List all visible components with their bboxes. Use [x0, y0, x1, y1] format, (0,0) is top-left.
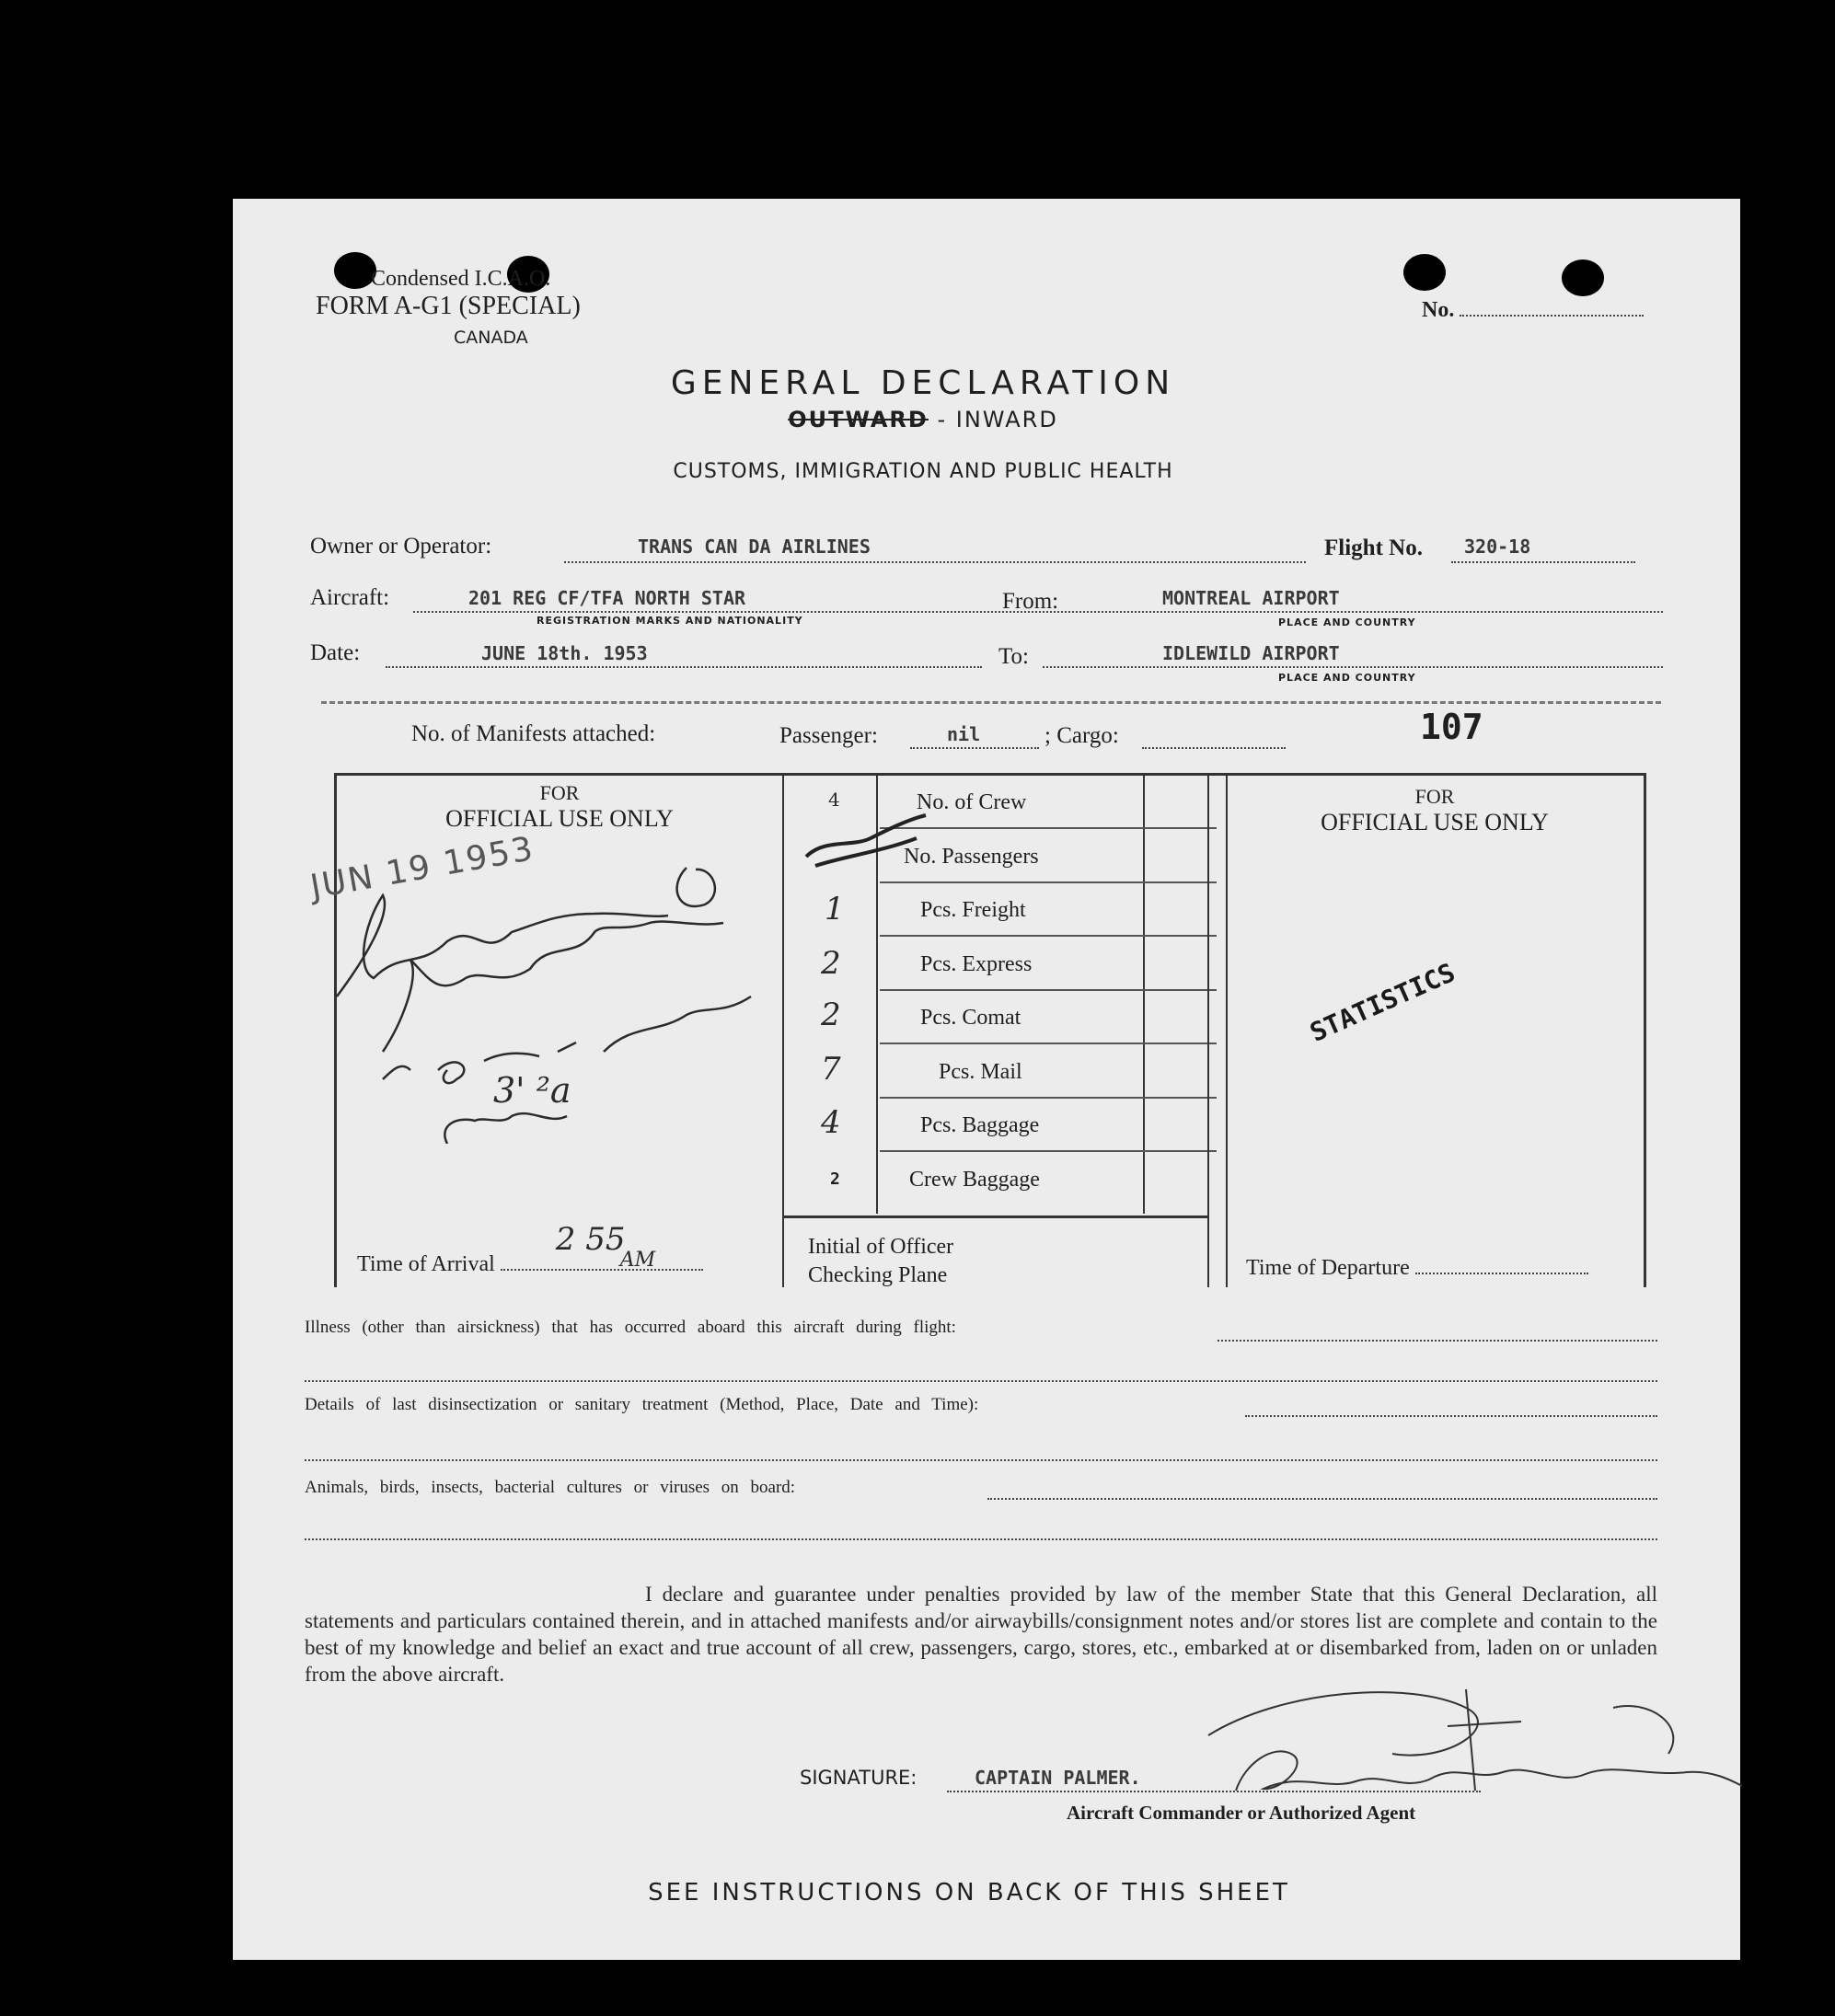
from-label: From:: [1002, 589, 1059, 614]
date-stamp: JUN 19 1953: [307, 829, 537, 907]
aircraft-caption: REGISTRATION MARKS AND NATIONALITY: [537, 615, 803, 627]
count-row: [784, 891, 1226, 949]
count-label: Pcs. Baggage: [920, 1113, 1040, 1137]
illness-field[interactable]: [1218, 1321, 1657, 1342]
to-caption: PLACE AND COUNTRY: [1278, 672, 1416, 684]
official-left-panel: [307, 776, 782, 1287]
animals-row: [305, 1478, 795, 1498]
cargo-number: 107: [1420, 707, 1483, 747]
to-value: IDLEWILD AIRPORT: [1162, 642, 1340, 664]
outward-struck: OUTWARD: [788, 407, 929, 432]
date-field[interactable]: [386, 642, 982, 668]
illness-field-2[interactable]: [305, 1364, 1657, 1382]
count-label: No. Passengers: [904, 844, 1039, 869]
count-value: 2: [821, 996, 841, 1033]
officer-box: [784, 1215, 1207, 1290]
form-no: [1422, 296, 1661, 323]
official-right-panel: [1228, 776, 1642, 1287]
count-row: [784, 1104, 1226, 1164]
disinsect-label: Details of last disinsectization or sanitary treatment (Method, Place, Date and Time):: [305, 1395, 979, 1414]
count-value: 4: [828, 789, 840, 811]
from-value: MONTREAL AIRPORT: [1162, 587, 1340, 609]
count-row: [784, 996, 1226, 1056]
flight-value: 320-18: [1464, 536, 1531, 558]
count-row: [784, 1050, 1226, 1111]
title-direction: [463, 407, 1383, 432]
officer-line-2: Checking Plane: [808, 1263, 948, 1287]
cargo-field[interactable]: [1142, 723, 1286, 749]
footer-instructions: SEE INSTRUCTIONS ON BACK OF THIS SHEET: [648, 1879, 1290, 1907]
handwritten-signature: [1171, 1671, 1751, 1809]
illness-label: Illness (other than airsickness) that has occurred aboard this aircraft during flight:: [305, 1318, 956, 1337]
arrival-row: [357, 1221, 762, 1277]
count-entry-line[interactable]: [880, 935, 1217, 937]
official-table: [307, 773, 1646, 1287]
count-label: Pcs. Freight: [920, 898, 1026, 922]
count-label: No. of Crew: [917, 790, 1027, 814]
count-row: [784, 1164, 1226, 1218]
from-caption: PLACE AND COUNTRY: [1278, 616, 1416, 628]
arrival-ampm: AM: [619, 1249, 656, 1272]
count-row: [784, 944, 1226, 1003]
aircraft-label: Aircraft:: [310, 585, 390, 610]
official-right-title: OFFICIAL USE ONLY: [1321, 809, 1549, 835]
flight-label: Flight No.: [1324, 536, 1423, 560]
inward-label: - INWARD: [937, 407, 1058, 432]
page-title: GENERAL DECLARATION: [670, 364, 1176, 402]
count-label: Crew Baggage: [909, 1167, 1040, 1192]
date-value: JUNE 18th. 1953: [481, 642, 648, 664]
punch-hole: [1403, 254, 1446, 291]
handwritten-3: 3' ²a: [493, 1070, 571, 1111]
passenger-label: Passenger:: [779, 723, 878, 748]
count-value: 7: [821, 1050, 841, 1088]
count-entry-line[interactable]: [880, 1043, 1217, 1044]
form-line-3: CANADA: [454, 328, 528, 348]
signature-row: [800, 1767, 917, 1790]
passenger-value: nil: [947, 723, 981, 745]
count-value: 2: [830, 1169, 840, 1189]
departure-field[interactable]: [1415, 1254, 1588, 1274]
count-value: 4: [821, 1104, 841, 1141]
owner-label: Owner or Operator:: [310, 534, 492, 559]
arrival-label: Time of Arrival: [357, 1252, 495, 1276]
disinsect-field-2[interactable]: [305, 1443, 1657, 1461]
aircraft-field[interactable]: [413, 587, 1089, 613]
no-label: No.: [1422, 298, 1455, 322]
owner-row: [310, 534, 491, 559]
signature-value: CAPTAIN PALMER.: [975, 1767, 1141, 1789]
animals-label: Animals, birds, insects, bacterial cultures or viruses on board:: [305, 1478, 796, 1497]
count-entry-line[interactable]: [880, 989, 1217, 991]
form-sheet: [233, 199, 1740, 1960]
declaration-text: I declare and guarantee under penalties provided by law of the member State that this General Declaration, all statements and particulars contained therein, and in attached manifests and/or airwaybills/consignment notes and/or stores list are complete and contain to the best of my knowledge and belief an exact and true account of all crew, passengers, cargo, stores, etc., embarked at or disembarked from, laden on or unladen from the above aircraft.: [305, 1583, 1657, 1686]
manifests-label: No. of Manifests attached:: [411, 721, 656, 746]
officer-line-1: Initial of Officer: [808, 1235, 954, 1259]
separator: [321, 701, 1661, 704]
form-line-2: FORM A-G1 (SPECIAL): [316, 292, 581, 320]
date-label: Date:: [310, 640, 361, 665]
form-line-1: Condensed I.C.A.O.: [371, 267, 551, 291]
punch-hole: [1562, 259, 1604, 296]
subtitle: CUSTOMS, IMMIGRATION AND PUBLIC HEALTH: [673, 460, 1173, 483]
divider: [1207, 776, 1209, 1287]
count-label: Pcs. Express: [920, 951, 1033, 976]
departure-label: Time of Departure: [1246, 1256, 1410, 1280]
arrival-field[interactable]: [501, 1221, 703, 1272]
from-field[interactable]: [1087, 587, 1663, 613]
cargo-label: ; Cargo:: [1044, 723, 1119, 748]
disinsect-row: [305, 1395, 978, 1415]
official-right-for: FOR: [1414, 785, 1455, 808]
official-left-title: OFFICIAL USE ONLY: [445, 805, 674, 832]
count-value: 2: [821, 944, 841, 982]
count-value: 1: [825, 891, 845, 927]
aircraft-value: 201 REG CF/TFA NORTH STAR: [468, 587, 746, 609]
count-entry-line[interactable]: [880, 1150, 1217, 1152]
form-code: [316, 265, 581, 351]
flight-field[interactable]: [1451, 536, 1635, 563]
to-field[interactable]: [1043, 642, 1663, 668]
signature-caption: Aircraft Commander or Authorized Agent: [1067, 1802, 1416, 1824]
passenger-field[interactable]: [910, 723, 1039, 749]
count-label: Pcs. Comat: [920, 1006, 1021, 1030]
disinsect-field[interactable]: [1245, 1397, 1657, 1417]
count-entry-line[interactable]: [880, 881, 1217, 883]
owner-value: TRANS CAN DA AIRLINES: [638, 536, 871, 558]
animals-field-2[interactable]: [305, 1522, 1657, 1540]
counts-panel: [784, 776, 1207, 1214]
official-left-for: FOR: [539, 781, 580, 804]
arrival-time: 2 55: [555, 1221, 626, 1258]
crossed-out-scribble: [797, 811, 935, 875]
animals-field[interactable]: [987, 1480, 1657, 1500]
owner-field[interactable]: [564, 536, 1306, 563]
signature-label: SIGNATURE:: [800, 1767, 918, 1789]
no-field[interactable]: [1460, 296, 1644, 317]
to-label: To:: [998, 644, 1029, 669]
statistics-stamp: STATISTICS: [1305, 957, 1460, 1048]
departure-row: [1246, 1254, 1633, 1281]
count-label: Pcs. Mail: [939, 1059, 1022, 1084]
count-entry-line[interactable]: [880, 1097, 1217, 1099]
